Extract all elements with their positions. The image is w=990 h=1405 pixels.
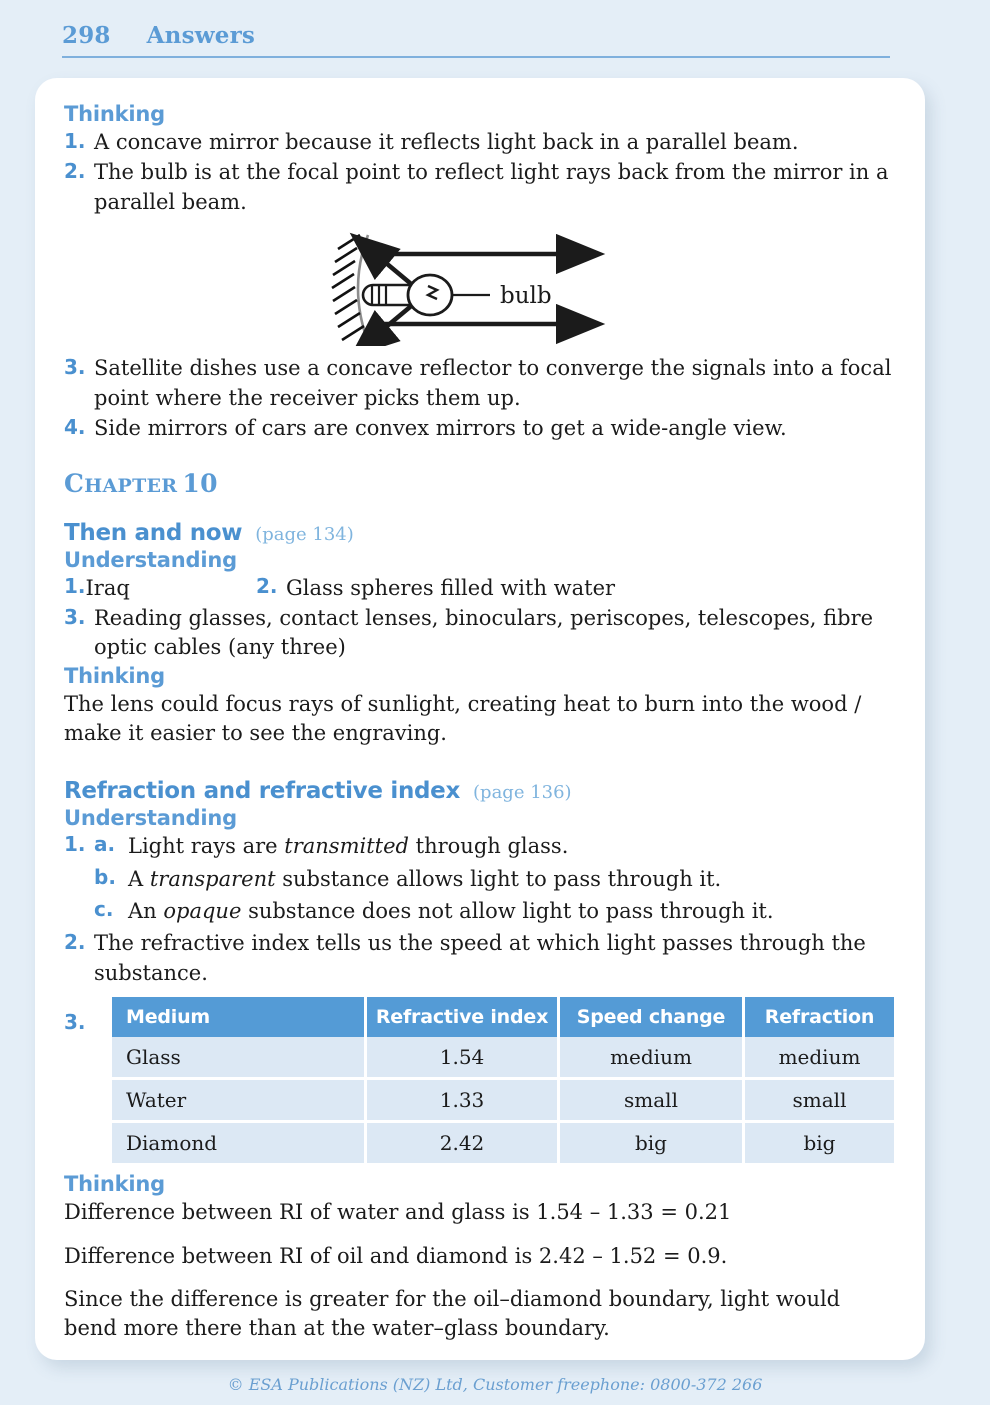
- list-item: [64, 354, 896, 413]
- spacer: [64, 752, 896, 778]
- list-item-text: Iraq: [85, 576, 130, 601]
- concave-mirror-bulb-diagram: [64, 231, 896, 346]
- list-marker: 3.: [64, 355, 86, 380]
- list-marker: 2.: [64, 930, 86, 955]
- sublist-item-text: [128, 865, 721, 894]
- cell-refraction: medium: [745, 1037, 894, 1080]
- list-marker: 1.: [64, 129, 86, 153]
- answer-2: [256, 574, 615, 603]
- list-item: [64, 158, 896, 217]
- bulb-label: bulb: [500, 283, 552, 310]
- cell-refractive-index: 1.33: [367, 1080, 560, 1123]
- list-item: [94, 897, 896, 926]
- list-item-text: The refractive index tells us the speed at which light passes through the substance.: [94, 931, 866, 985]
- text-post: substance allows light to pass through it.: [275, 866, 722, 891]
- text-emphasis: transmitted: [284, 834, 409, 859]
- column-header-refractive-index: Refractive index: [367, 997, 560, 1037]
- list-item: [94, 832, 896, 861]
- list-marker: 1.: [64, 574, 86, 599]
- question-1-block: [64, 832, 896, 929]
- refractive-index-table: [112, 997, 894, 1163]
- cell-speed-change: small: [560, 1080, 745, 1123]
- chapter-heading: [64, 469, 896, 498]
- text-post: through glass.: [408, 834, 569, 859]
- sublist-item-text: [128, 832, 568, 861]
- topic-title: Then and now: [64, 520, 243, 547]
- list-marker: 1.: [64, 832, 86, 857]
- column-header-refraction: Refraction: [745, 997, 894, 1037]
- list-item: [64, 604, 896, 663]
- cell-speed-change: medium: [560, 1037, 745, 1080]
- thinking-paragraph-3: Since the difference is greater for the oil–diamond boundary, light would bend more there than at the water–glass boundary.: [64, 1287, 841, 1341]
- page-running-header: [62, 22, 890, 64]
- text-pre: An: [128, 899, 164, 924]
- cell-medium: Diamond: [112, 1123, 367, 1163]
- list-item-text: Reading glasses, contact lenses, binoculars, periscopes, telescopes, fibre optic cables (any three): [94, 605, 874, 660]
- list-thinking-mirrors-bottom: [64, 354, 896, 443]
- topic-heading-then-and-now: [64, 520, 896, 546]
- sublist-item-text: [128, 897, 774, 926]
- table-header-row: [112, 997, 894, 1037]
- cell-medium: Glass: [112, 1037, 367, 1080]
- sublist-marker: c.: [94, 897, 114, 922]
- table-row: [112, 1037, 894, 1080]
- list-marker: 2.: [256, 574, 278, 599]
- thinking-paragraph-1: Difference between RI of water and glass is 1.54 – 1.33 = 0.21: [64, 1200, 732, 1225]
- column-header-speed-change: Speed change: [560, 997, 745, 1037]
- cell-refraction: big: [745, 1123, 894, 1163]
- list-item-text: The bulb is at the focal point to reflect light rays back from the mirror in a parallel beam.: [94, 160, 889, 214]
- sublist-marker: a.: [94, 832, 116, 857]
- cell-refractive-index: 2.42: [367, 1123, 560, 1163]
- heading-understanding-then-and-now: Understanding: [64, 548, 237, 573]
- topic-page-reference: (page 136): [473, 782, 572, 804]
- heading-understanding-refraction: Understanding: [64, 806, 237, 831]
- text-emphasis: transparent: [149, 866, 276, 891]
- list-marker: 3.: [64, 1010, 86, 1035]
- topic-page-reference: (page 134): [255, 524, 354, 546]
- cell-speed-change: big: [560, 1123, 745, 1163]
- header-row: [62, 22, 890, 49]
- column-header-medium: Medium: [112, 997, 367, 1037]
- answers-page-card: [35, 78, 925, 1360]
- chapter-number: 10: [182, 469, 218, 499]
- list-then-and-now-understanding: [64, 604, 896, 663]
- heading-thinking-mirrors: Thinking: [64, 102, 165, 126]
- list-refraction-question-2: [64, 929, 896, 988]
- list-item-text: Glass spheres filled with water: [286, 576, 616, 601]
- answers-row-inline: [64, 574, 896, 603]
- table-head: [112, 997, 894, 1037]
- text-pre: Light rays are: [128, 834, 285, 859]
- header-divider-rule: [62, 56, 890, 58]
- cell-refraction: small: [745, 1080, 894, 1123]
- text-pre: A: [128, 866, 150, 891]
- header-section-title: Answers: [146, 22, 256, 49]
- thinking-paragraph-then-and-now: The lens could focus rays of sunlight, creating heat to burn into the wood / make it easier to see the engraving.: [64, 691, 862, 745]
- page-footer: [0, 1375, 990, 1394]
- table-row: [112, 1123, 894, 1163]
- answer-1: [64, 574, 256, 603]
- sublist-question-1: [94, 832, 896, 929]
- copyright-text: © ESA Publications (NZ) Ltd, Customer freephone: 0800-372 266: [227, 1375, 763, 1394]
- chapter-word-rest: HAPTER: [84, 475, 178, 498]
- list-item: [64, 128, 896, 157]
- chapter-word-first-letter: C: [64, 469, 85, 499]
- cell-refractive-index: 1.54: [367, 1037, 560, 1080]
- heading-thinking-then-and-now: Thinking: [64, 663, 165, 688]
- list-thinking-mirrors-top: [64, 128, 896, 217]
- list-item-text: A concave mirror because it reflects light back in a parallel beam.: [94, 130, 799, 154]
- question-3-table-block: [64, 997, 896, 1163]
- table-row: [112, 1080, 894, 1123]
- topic-heading-refraction: [64, 778, 896, 804]
- list-item-text: Side mirrors of cars are convex mirrors to get a wide-angle view.: [94, 415, 787, 440]
- list-marker: 4.: [64, 414, 86, 439]
- thinking-paragraph-2: Difference between RI of oil and diamond is 2.42 – 1.52 = 0.9.: [64, 1243, 728, 1268]
- text-emphasis: opaque: [163, 899, 242, 924]
- list-marker: 2.: [64, 159, 86, 184]
- page-number: 298: [62, 22, 111, 49]
- sublist-marker: b.: [94, 864, 116, 889]
- list-item-text: Satellite dishes use a concave reflector to converge the signals into a focal point where the receiver picks them up.: [94, 356, 892, 410]
- text-post: substance does not allow light to pass through it.: [241, 899, 774, 924]
- list-item: [64, 929, 896, 988]
- list-item: [94, 865, 896, 894]
- topic-title: Refraction and refractive index: [64, 778, 461, 805]
- cell-medium: Water: [112, 1080, 367, 1123]
- list-item: [64, 414, 896, 443]
- table-body: [112, 1037, 894, 1163]
- page-content: [64, 102, 896, 1344]
- heading-thinking-refraction: Thinking: [64, 1172, 165, 1197]
- list-marker: 3.: [64, 604, 86, 629]
- diagram-svg: [330, 231, 630, 346]
